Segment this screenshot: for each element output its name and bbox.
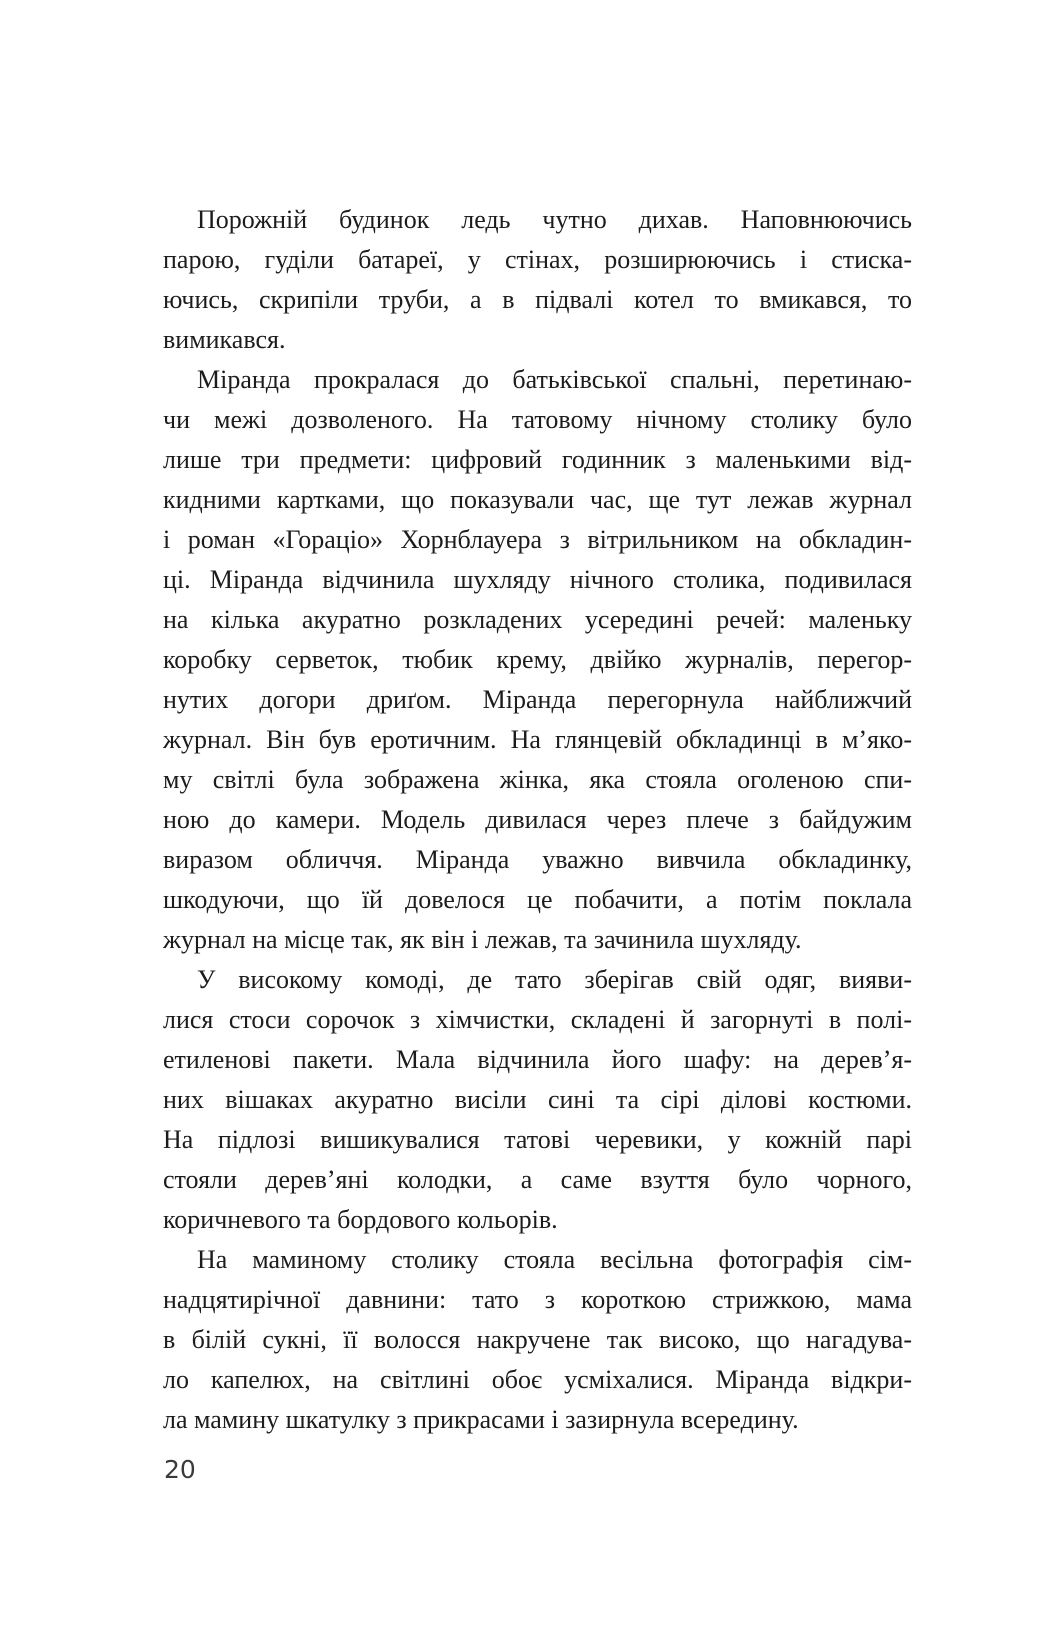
text-line: на кілька акуратно розкладених усередині речей: маленьку: [163, 605, 912, 634]
text-line: і роман «Гораціо» Хорнблауера з вітрильником на обкладин-: [163, 525, 912, 554]
text-line: журнал. Він був еротичним. На глянцевій обкладинці в м’яко-: [163, 725, 912, 754]
text-line: У високому комоді, де тато зберігав свій одяг, вияви-: [197, 965, 912, 994]
text-line: парою, гуділи батареї, у стінах, розширюючись і стиска-: [163, 245, 912, 274]
paragraph: [163, 1240, 912, 1440]
text-line: чи межі дозволеного. На татовому нічному столику було: [163, 405, 912, 434]
text-line: Порожній будинок ледь чутно дихав. Наповнюючись: [197, 205, 912, 234]
text-line: ючись, скрипіли труби, а в підвалі котел то вмикався, то: [163, 285, 912, 314]
text-line: ло капелюх, на світлині обоє усміхалися. Міранда відкри-: [163, 1365, 912, 1394]
text-line: коробку серветок, тюбик крему, двійко журналів, перегор-: [163, 645, 912, 674]
text-line: На підлозі вишикувалися татові черевики, у кожній парі: [163, 1125, 912, 1154]
text-line: етиленові пакети. Мала відчинила його шафу: на дерев’я-: [163, 1045, 912, 1074]
text-line: журнал на місце так, як він і лежав, та зачинила шухляду.: [163, 925, 802, 954]
text-line: вимикався.: [163, 325, 286, 354]
text-line: Міранда прокралася до батьківської спальні, перетинаю-: [197, 365, 912, 394]
text-line: ла мамину шкатулку з прикрасами і зазирнула всередину.: [163, 1405, 799, 1434]
text-line: кидними картками, що показували час, ще тут лежав журнал: [163, 485, 912, 514]
text-line: На маминому столику стояла весільна фотографія сім-: [197, 1245, 912, 1274]
text-line: нутих догори дриґом. Міранда перегорнула найближчий: [163, 685, 912, 714]
text-line: лися стоси сорочок з хімчистки, складені й загорнуті в полі-: [163, 1005, 912, 1034]
text-line: ною до камери. Модель дивилася через плече з байдужим: [163, 805, 912, 834]
text-line: в білій сукні, її волосся накручене так високо, що нагадува-: [163, 1325, 912, 1354]
text-line: шкодуючи, що їй довелося це побачити, а потім поклала: [163, 885, 912, 914]
paragraph: [163, 200, 912, 360]
text-line: стояли дерев’яні колодки, а саме взуття було чорного,: [163, 1165, 912, 1194]
paragraph: [163, 360, 912, 960]
body-text: [163, 200, 912, 1440]
text-line: ці. Міранда відчинила шухляду нічного столика, подивилася: [163, 565, 912, 594]
text-line: надцятирічної давнини: тато з короткою стрижкою, мама: [163, 1285, 912, 1314]
paragraph: [163, 960, 912, 1240]
text-line: виразом обличчя. Міранда уважно вивчила обкладинку,: [163, 845, 912, 874]
text-line: них вішаках акуратно висіли сині та сірі ділові костюми.: [163, 1085, 912, 1114]
text-line: коричневого та бордового кольорів.: [163, 1205, 558, 1234]
text-line: му світлі була зображена жінка, яка стояла оголеною спи-: [163, 765, 912, 794]
page-number: 20: [164, 1455, 196, 1484]
text-line: лише три предмети: цифровий годинник з маленькими від-: [163, 445, 912, 474]
